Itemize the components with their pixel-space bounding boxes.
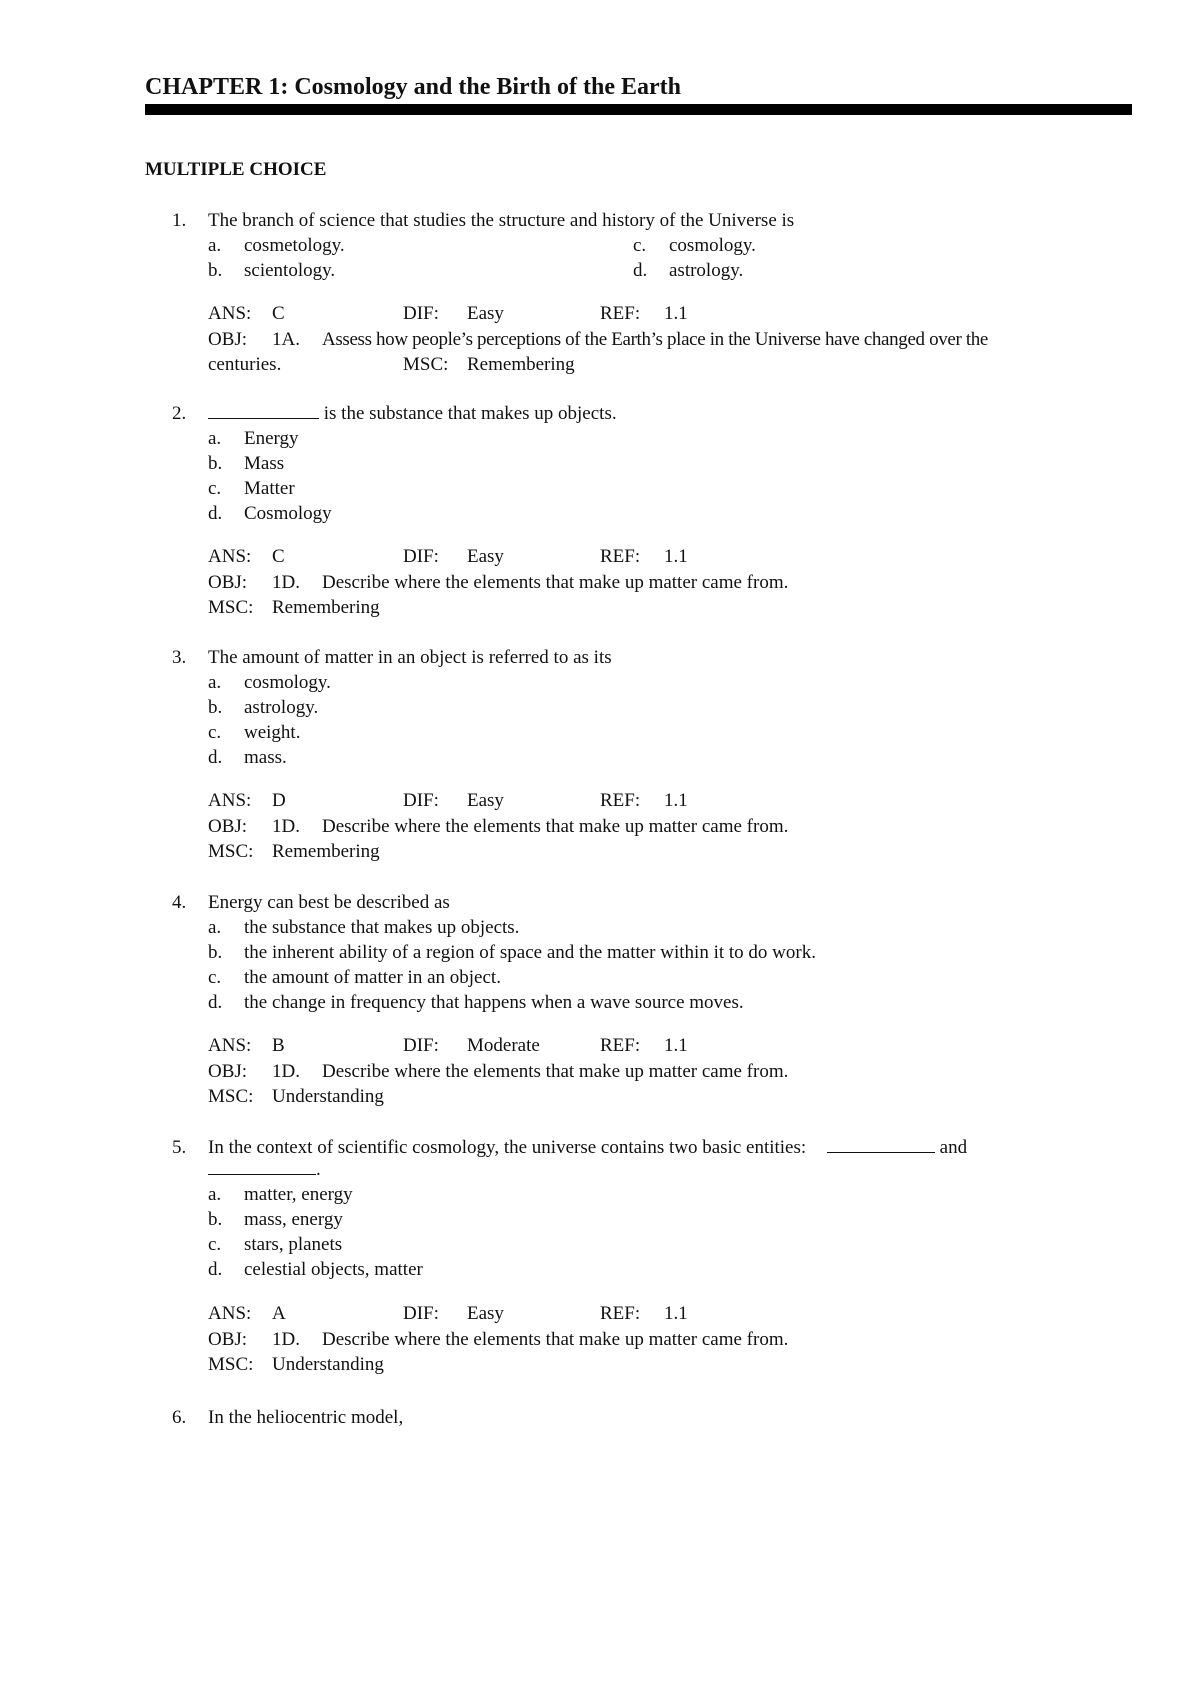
choice-text: the change in frequency that happens when a wave source moves. (244, 992, 744, 1013)
obj-code: 1D. (272, 571, 300, 593)
msc-value: Remembering (272, 597, 380, 618)
question-stem-cont (208, 1157, 321, 1183)
ref-label: REF: (600, 546, 641, 567)
dif-value: Easy (467, 546, 504, 567)
ans-line (208, 544, 1138, 570)
ans-value: C (272, 303, 285, 324)
ref-value: 1.1 (664, 546, 688, 567)
question-number: 2. (172, 403, 187, 424)
dif-label: DIF: (403, 1303, 439, 1324)
msc-value: Remembering (467, 354, 575, 375)
question-stem: The amount of matter in an object is referred to as its (208, 647, 612, 668)
choice-c (208, 476, 295, 502)
choice-text: cosmology. (669, 235, 756, 256)
ans-label: ANS: (208, 790, 252, 811)
choice-text: the substance that makes up objects. (244, 917, 520, 938)
choice-a (208, 915, 519, 941)
dif-label: DIF: (403, 303, 439, 324)
choice-letter: b. (208, 697, 223, 718)
dif-value: Easy (467, 303, 504, 324)
obj-line (208, 327, 1138, 353)
choice-text: mass, energy (244, 1209, 343, 1230)
choice-d (208, 501, 332, 527)
choice-text: astrology. (669, 260, 744, 281)
choice-text: cosmology. (244, 672, 331, 693)
msc-label: MSC: (208, 1086, 254, 1107)
obj-label: OBJ: (208, 1060, 248, 1082)
obj-line (208, 1059, 1138, 1085)
dif-label: DIF: (403, 546, 439, 567)
dif-label: DIF: (403, 790, 439, 811)
choice-c (208, 720, 300, 746)
question-stem (208, 1135, 1128, 1161)
choice-text: Matter (244, 478, 295, 499)
choice-b (208, 695, 318, 721)
ref-value: 1.1 (664, 790, 688, 811)
question-stem: The branch of science that studies the structure and history of the Universe is (208, 210, 795, 231)
choice-text: scientology. (244, 260, 336, 281)
ans-label: ANS: (208, 303, 252, 324)
ans-value: D (272, 790, 286, 811)
msc-label: MSC: (208, 1354, 254, 1375)
choice-letter: a. (208, 917, 222, 938)
question-stem-text: is the substance that makes up objects. (323, 403, 617, 424)
title-rule (145, 104, 1132, 115)
ans-value: C (272, 546, 285, 567)
choice-text: the inherent ability of a region of space and the matter within it to do work. (244, 942, 816, 963)
question-stem-and: and (939, 1137, 968, 1158)
choice-text: celestial objects, matter (244, 1259, 423, 1280)
answer-metadata (208, 301, 1138, 378)
choice-text: cosmetology. (244, 235, 345, 256)
ref-value: 1.1 (664, 303, 688, 324)
ans-line (208, 1301, 1138, 1327)
answer-metadata (208, 788, 1138, 865)
choice-d (208, 990, 744, 1016)
ans-label: ANS: (208, 1303, 252, 1324)
choice-c (208, 1232, 342, 1258)
choice-letter: d. (208, 747, 223, 768)
choice-text: Mass (244, 453, 285, 474)
choice-letter: c. (208, 478, 222, 499)
choice-letter: d. (208, 503, 223, 524)
choice-letter: c. (208, 967, 222, 988)
ref-label: REF: (600, 1035, 641, 1056)
question-stem (208, 401, 1128, 427)
obj-line (208, 1327, 1138, 1353)
obj-label: OBJ: (208, 1328, 248, 1350)
choice-letter: c. (208, 1234, 222, 1255)
question-stem: Energy can best be described as (208, 892, 450, 913)
obj-code: 1D. (272, 815, 300, 837)
choice-letter: a. (208, 235, 222, 256)
msc-value: Remembering (272, 841, 380, 862)
choice-c (633, 233, 756, 259)
choice-letter: c. (633, 235, 647, 256)
choice-d (633, 258, 743, 284)
choice-b (208, 1207, 343, 1233)
question-number: 4. (172, 892, 187, 913)
section-heading: MULTIPLE CHOICE (145, 159, 327, 180)
ref-value: 1.1 (664, 1303, 688, 1324)
dif-value: Easy (467, 790, 504, 811)
obj-text: Assess how people’s perceptions of the Earth’s place in the Universe have changed over the (322, 328, 988, 350)
obj-code: 1A. (272, 328, 300, 350)
question-stem: In the heliocentric model, (208, 1407, 404, 1428)
choice-a (208, 1182, 353, 1208)
obj-text: Describe where the elements that make up matter came from. (322, 815, 789, 837)
choice-text: Cosmology (244, 503, 332, 524)
obj-label: OBJ: (208, 571, 248, 593)
ans-line (208, 301, 1138, 327)
choice-c (208, 965, 501, 991)
question-number: 5. (172, 1137, 187, 1158)
choice-d (208, 1257, 423, 1283)
choice-text: stars, planets (244, 1234, 343, 1255)
obj-line (208, 570, 1138, 596)
dif-value: Easy (467, 1303, 504, 1324)
choice-d (208, 745, 287, 771)
ans-line (208, 1033, 1138, 1059)
obj-text: Describe where the elements that make up matter came from. (322, 1060, 789, 1082)
choice-text: Energy (244, 428, 299, 449)
question-number: 3. (172, 647, 187, 668)
question-stem-end: . (316, 1159, 321, 1180)
answer-blank (208, 401, 319, 419)
ref-label: REF: (600, 790, 641, 811)
msc-line (208, 1084, 1138, 1110)
choice-letter: c. (208, 722, 222, 743)
choice-a (208, 670, 331, 696)
ref-label: REF: (600, 1303, 641, 1324)
msc-label: MSC: (208, 597, 254, 618)
ans-line (208, 788, 1138, 814)
choice-letter: d. (633, 260, 648, 281)
choice-a (208, 233, 345, 259)
choice-letter: b. (208, 453, 223, 474)
ans-label: ANS: (208, 1035, 252, 1056)
choice-letter: d. (208, 992, 223, 1013)
msc-value: Understanding (272, 1354, 384, 1375)
choice-letter: a. (208, 428, 222, 449)
choice-letter: b. (208, 942, 223, 963)
choice-b (208, 258, 335, 284)
answer-blank (827, 1135, 935, 1153)
choice-text: mass. (244, 747, 287, 768)
msc-line (208, 1352, 1138, 1378)
obj-code: 1D. (272, 1060, 300, 1082)
answer-metadata (208, 1301, 1138, 1378)
choice-text: matter, energy (244, 1184, 353, 1205)
ref-value: 1.1 (664, 1035, 688, 1056)
question-number: 1. (172, 210, 187, 231)
choice-text: astrology. (244, 697, 319, 718)
choice-letter: a. (208, 672, 222, 693)
choice-letter: b. (208, 260, 223, 281)
dif-label: DIF: (403, 1035, 439, 1056)
msc-value: Understanding (272, 1086, 384, 1107)
answer-blank (208, 1157, 316, 1175)
choice-text: weight. (244, 722, 301, 743)
obj-text: Describe where the elements that make up matter came from. (322, 571, 789, 593)
ans-label: ANS: (208, 546, 252, 567)
choice-letter: a. (208, 1184, 222, 1205)
dif-value: Moderate (467, 1035, 540, 1056)
choice-a (208, 426, 299, 452)
choice-text: the amount of matter in an object. (244, 967, 501, 988)
ans-value: A (272, 1303, 286, 1324)
chapter-title: CHAPTER 1: Cosmology and the Birth of the Earth (145, 74, 682, 100)
choice-letter: b. (208, 1209, 223, 1230)
obj-code: 1D. (272, 1328, 300, 1350)
msc-label: MSC: (403, 354, 449, 375)
answer-metadata (208, 544, 1138, 621)
question-stem-text: In the context of scientific cosmology, the universe contains two basic entities: (208, 1137, 807, 1158)
obj-line (208, 814, 1138, 840)
obj-text: Describe where the elements that make up matter came from. (322, 1328, 789, 1350)
msc-line (208, 839, 1138, 865)
question-number: 6. (172, 1407, 187, 1428)
choice-b (208, 940, 816, 966)
ref-label: REF: (600, 303, 641, 324)
obj-msc-line (208, 352, 1138, 378)
answer-metadata (208, 1033, 1138, 1110)
msc-line (208, 595, 1138, 621)
ans-value: B (272, 1035, 285, 1056)
choice-letter: d. (208, 1259, 223, 1280)
obj-label: OBJ: (208, 328, 248, 350)
msc-label: MSC: (208, 841, 254, 862)
choice-b (208, 451, 284, 477)
obj-label: OBJ: (208, 815, 248, 837)
obj-text-cont: centuries. (208, 354, 282, 375)
